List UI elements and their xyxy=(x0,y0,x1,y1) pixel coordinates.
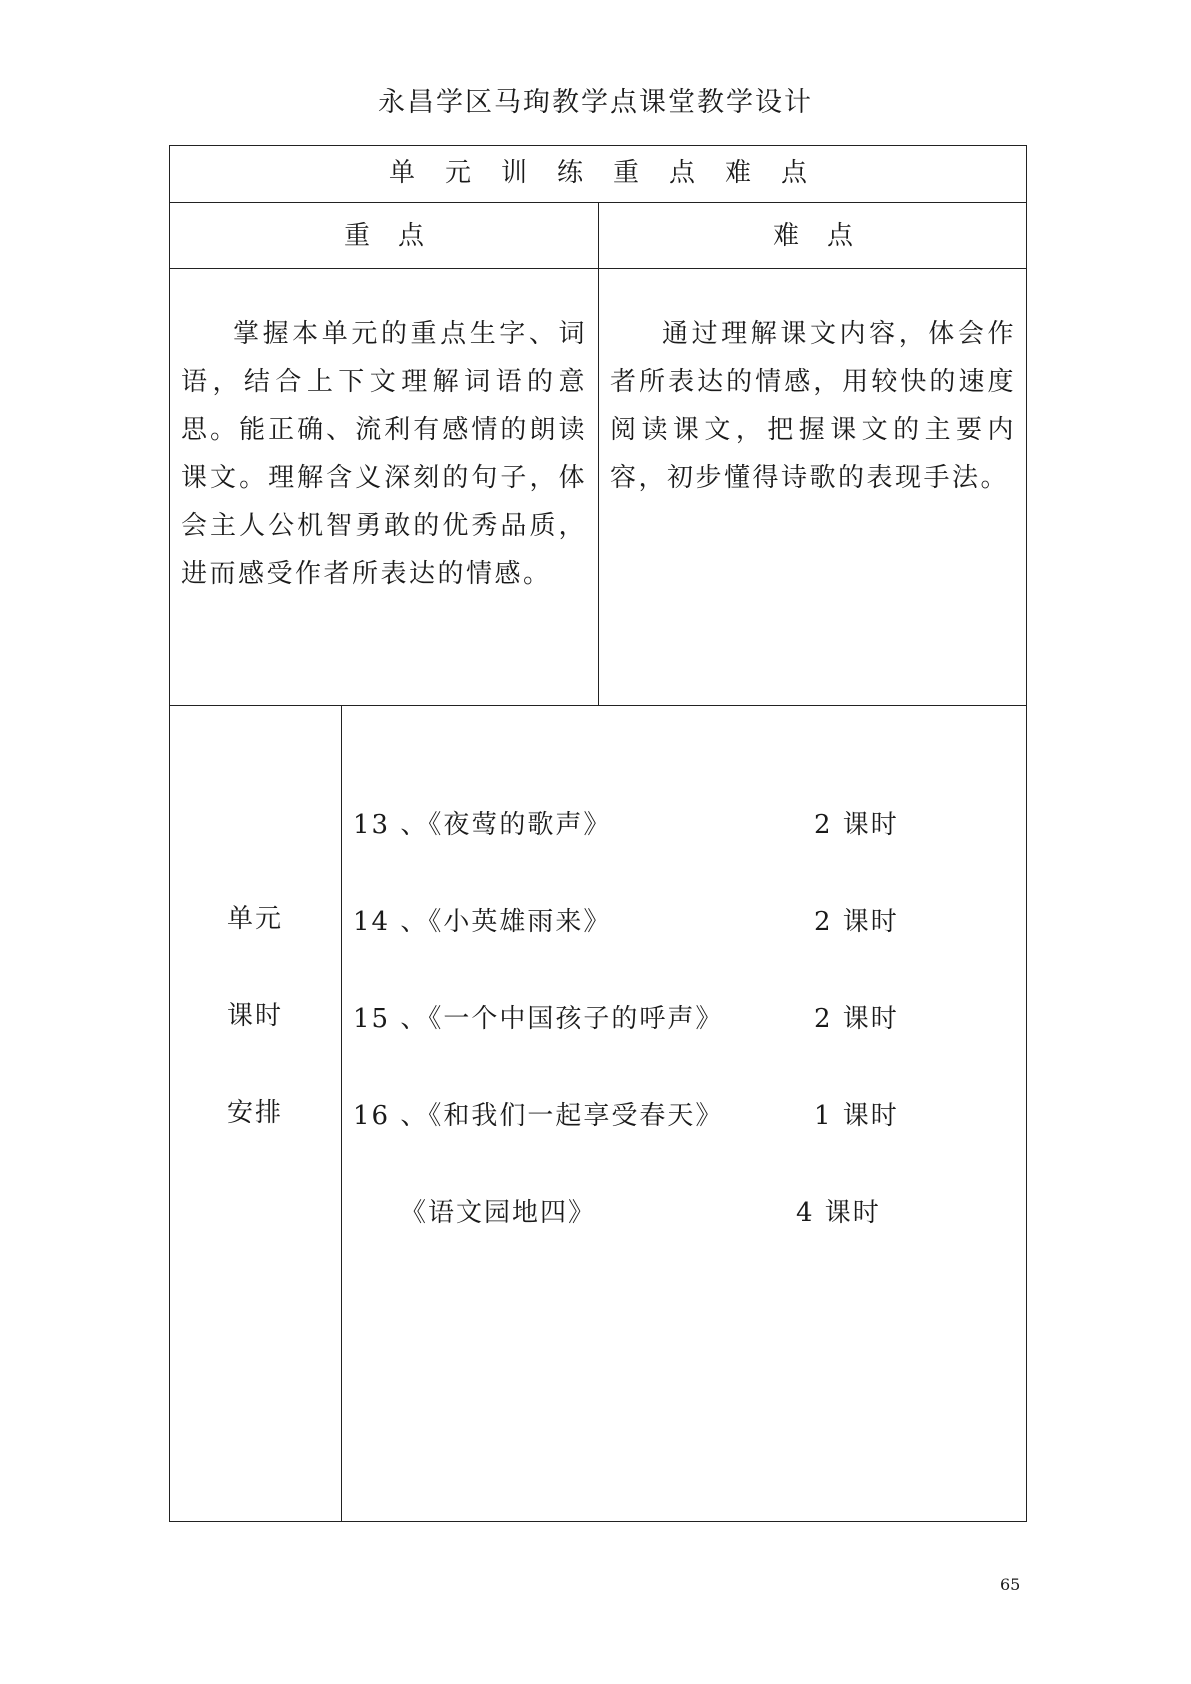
lesson-hours-14: 2 课时 xyxy=(814,907,899,937)
lesson-title-15: 15 、《一个中国孩子的呼声》 xyxy=(353,1004,724,1034)
lesson-title-garden: 《语文园地四》 xyxy=(400,1198,597,1228)
schedule-label-line-3: 安排 xyxy=(226,1098,283,1128)
schedule-label-line-1: 单元 xyxy=(226,904,283,934)
lesson-hours-16: 1 课时 xyxy=(814,1101,899,1131)
key-points-header: 重点 xyxy=(343,221,452,251)
key-points-text: 掌握本单元的重点生字、词语，结合上下文理解词语的意思。能正确、流利有感情的朗读课文。理解含义深刻的句子，体会主人公机智勇敢的优秀品质，进而感受作者所表达的情感。 xyxy=(181,319,587,589)
schedule-label-line-2: 课时 xyxy=(226,1001,283,1031)
difficulties-text: 通过理解课文内容，体会作者所表达的情感，用较快的速度阅读课文，把握课文的主要内容，初步懂得诗歌的表现手法。 xyxy=(610,319,1016,493)
lesson-hours-13: 2 课时 xyxy=(814,810,899,840)
lesson-hours-15: 2 课时 xyxy=(814,1004,899,1034)
lesson-title-16: 16 、《和我们一起享受春天》 xyxy=(353,1101,724,1131)
table-header: 单元训练重点难点 xyxy=(388,158,837,188)
lesson-title-13: 13 、《夜莺的歌声》 xyxy=(353,810,612,840)
difficulties-header: 难点 xyxy=(772,221,881,251)
lesson-hours-garden: 4 课时 xyxy=(796,1198,881,1228)
table-divider-content xyxy=(169,705,1027,706)
page-number: 65 xyxy=(1000,1575,1021,1594)
table-divider-schedule-label xyxy=(341,705,342,1522)
table-divider-keypoints-difficulties xyxy=(598,202,599,705)
document-title: 永昌学区马珣教学点课堂教学设计 xyxy=(378,87,813,118)
lesson-title-14: 14 、《小英雄雨来》 xyxy=(353,907,612,937)
